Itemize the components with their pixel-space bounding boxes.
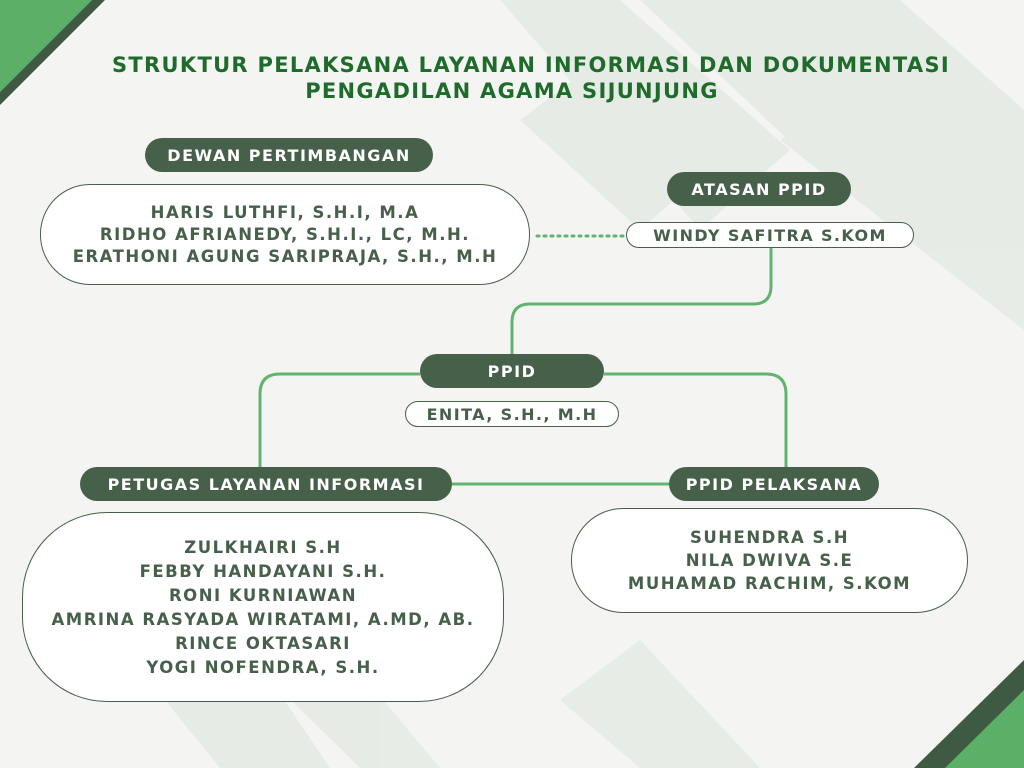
petugas-member: RONI KURNIAWAN <box>168 585 358 605</box>
page-title: STRUKTUR PELAKSANA LAYANAN INFORMASI DAN DOKUMENTASI <box>112 53 951 77</box>
pelaksana-member: NILA DWIVA S.E <box>685 551 854 570</box>
connector-ppid-petugas <box>260 374 420 467</box>
pelaksana-member: MUHAMAD RACHIM, S.KOM <box>627 574 912 593</box>
petugas-member: FEBBY HANDAYANI S.H. <box>139 561 387 581</box>
atasan-ppid-label: ATASAN PPID <box>667 172 851 206</box>
page-subtitle: PENGADILAN AGAMA SIJUNJUNG <box>305 79 719 103</box>
petugas-member: YOGI NOFENDRA, S.H. <box>146 657 380 677</box>
petugas-member: ZULKHAIRI S.H <box>184 537 342 557</box>
connector-atasan-ppid <box>512 248 771 356</box>
ppid-pelaksana-members <box>571 508 968 613</box>
ppid-pelaksana-label: PPID PELAKSANA <box>669 467 879 501</box>
dewan-member: ERATHONI AGUNG SARIPRAJA, S.H., M.H <box>72 247 498 266</box>
petugas-layanan-label: PETUGAS LAYANAN INFORMASI <box>80 467 452 501</box>
atasan-ppid-name: WINDY SAFITRA S.KOM <box>626 222 914 248</box>
dewan-member: RIDHO AFRIANEDY, S.H.I., LC, M.H. <box>99 225 471 244</box>
dewan-pertimbangan-label: DEWAN PERTIMBANGAN <box>145 138 433 172</box>
petugas-layanan-members <box>22 512 504 702</box>
petugas-member: AMRINA RASYADA WIRATAMI, A.MD, AB. <box>51 609 475 629</box>
pelaksana-member: SUHENDRA S.H <box>689 528 850 547</box>
dewan-pertimbangan-members <box>40 184 530 285</box>
dewan-member: HARIS LUTHFI, S.H.I, M.A <box>150 203 420 222</box>
ppid-name: ENITA, S.H., M.H <box>405 401 619 427</box>
connector-ppid-pelaksana <box>604 374 786 467</box>
ppid-label: PPID <box>420 354 604 388</box>
petugas-member: RINCE OKTASARI <box>175 633 351 653</box>
